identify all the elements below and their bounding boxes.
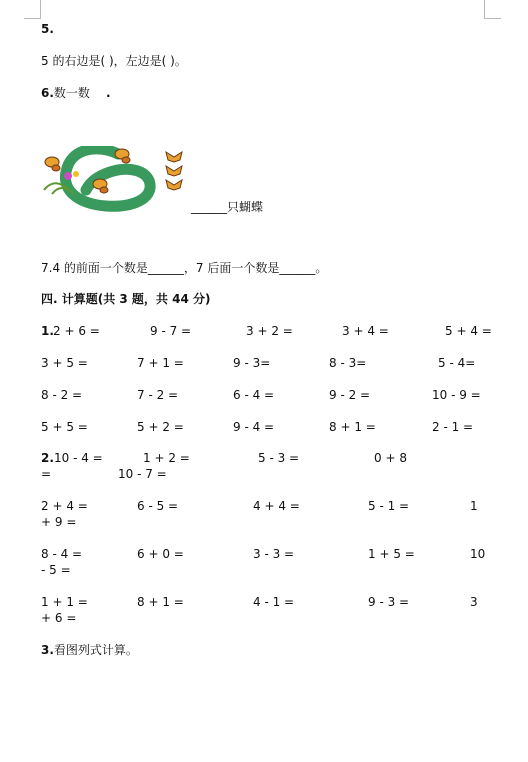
butterfly-icon <box>45 157 60 171</box>
calc1-item: 9 - 3= <box>233 356 271 370</box>
calc1-number: 1. <box>41 324 54 338</box>
calc1-item: 3 + 4 = <box>342 324 389 338</box>
calc2-item: 8 - 4 = <box>41 547 83 561</box>
q6-text: 数一数 <box>53 86 90 100</box>
calc2-item: 8 + 1 = <box>137 595 184 609</box>
calc2-item: 4 - 1 = <box>253 595 295 609</box>
calc2-item: = <box>41 467 52 481</box>
page-corner-mark-right <box>484 0 501 19</box>
butterfly-icon <box>115 149 130 163</box>
calc1-item: 7 + 1 = <box>137 356 184 370</box>
digit-six-graphic <box>65 149 150 206</box>
calc2-item: 4 + 4 = <box>253 499 300 513</box>
calc2-item: 5 - 1 = <box>368 499 410 513</box>
butterfly-counting-figure <box>40 146 190 212</box>
calc1-item: 5 + 2 = <box>137 420 184 434</box>
q7-text: 7.4 的前面一个数是______，7 后面一个数是______。 <box>41 261 328 275</box>
calc3-line <box>41 643 138 657</box>
calc2-item: 1 + 2 = <box>143 451 190 465</box>
calc1-item: 9 - 7 = <box>150 324 192 338</box>
calc1-item: 7 - 2 = <box>137 388 179 402</box>
calc1-item: 5 - 4= <box>438 356 476 370</box>
butterfly-icon <box>93 179 108 193</box>
calc2-item: 1 + 5 = <box>368 547 415 561</box>
q5-number: 5. <box>41 22 54 36</box>
q6-line <box>41 86 111 100</box>
calc1-item: 3 + 2 = <box>246 324 293 338</box>
q5-text: 5 的右边是( )，左边是( )。 <box>41 54 187 68</box>
calc2-item: 1 <box>470 499 478 513</box>
calc2-item: 10 <box>470 547 486 561</box>
calc1-item: 9 - 2 = <box>329 388 371 402</box>
calc1-item: 10 - 9 = <box>432 388 481 402</box>
calc1-item: 5 + 4 = <box>445 324 492 338</box>
calc2-item: + 9 = <box>41 515 77 529</box>
calc3-text: 看图列式计算。 <box>53 643 138 657</box>
calc1-item: 8 + 1 = <box>329 420 376 434</box>
butterfly-icon <box>166 166 182 176</box>
calc2-item: 10 - 7 = <box>118 467 167 481</box>
q6-number: 6. <box>41 86 54 100</box>
calc2-item: - 5 = <box>41 563 71 577</box>
q6-answer-blank: ______只蝴蝶 <box>191 200 264 214</box>
calc1-item: 5 + 5 = <box>41 420 88 434</box>
butterfly-icon <box>166 180 182 190</box>
calc2-item: 1 + 1 = <box>41 595 88 609</box>
calc1-item: 6 - 4 = <box>233 388 275 402</box>
calc1-item: 2 - 1 = <box>432 420 474 434</box>
calc1-item: 3 + 5 = <box>41 356 88 370</box>
calc3-number: 3. <box>41 643 54 657</box>
calc2-item: 9 - 3 = <box>368 595 410 609</box>
page-corner-mark-left <box>24 0 41 19</box>
calc2-item: 0 + 8 <box>374 451 407 465</box>
calc2-item: 2 + 4 = <box>41 499 88 513</box>
calc2-item: 3 - 3 = <box>253 547 295 561</box>
calc1-item: 2 + 6 = <box>53 324 100 338</box>
q6-dot: . <box>105 86 111 100</box>
calc1-item: 9 - 4 = <box>233 420 275 434</box>
calc2-item: + 6 = <box>41 611 77 625</box>
calc2-number: 2. <box>41 451 54 465</box>
butterfly-icon <box>166 152 182 162</box>
calc2-item: 6 - 5 = <box>137 499 179 513</box>
calc2-item: 5 - 3 = <box>258 451 300 465</box>
calc2-item: 3 <box>470 595 478 609</box>
calc1-item: 8 - 2 = <box>41 388 83 402</box>
calc2-item: 6 + 0 = <box>137 547 184 561</box>
section-title: 四. 计算题(共 3 题，共 44 分) <box>41 292 211 306</box>
calc2-item: 10 - 4 = <box>54 451 103 465</box>
calc1-item: 8 - 3= <box>329 356 367 370</box>
